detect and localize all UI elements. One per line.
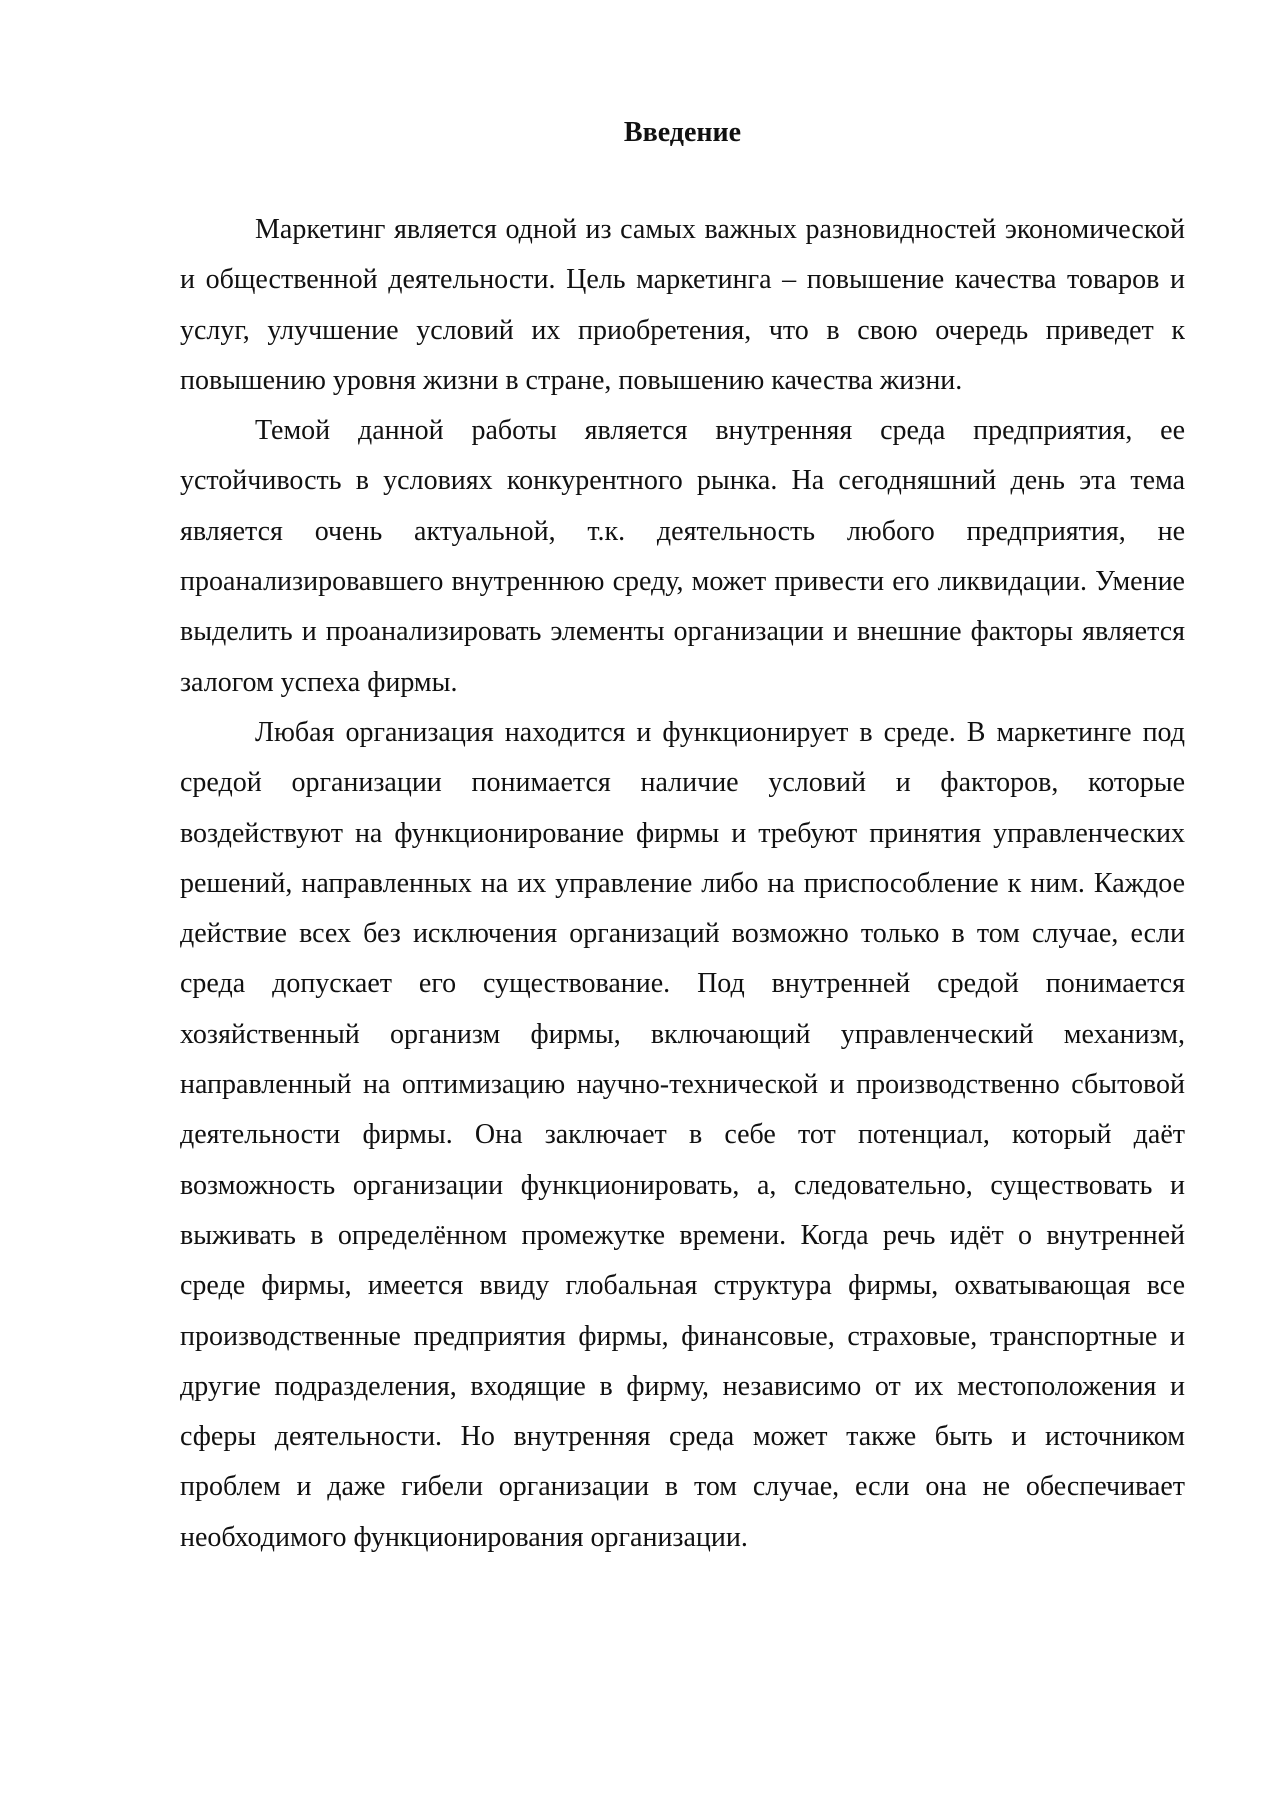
page-title: Введение	[623, 117, 742, 148]
document-body	[180, 205, 1185, 1563]
paragraph-2: Темой данной работы является внутренняя среда предприятия, ее устойчивость в условиях конкурентного рынка. На сегодняшний день эта тема является очень актуальной, т.к. деятельность любого предприятия, не проанализировавшего внутреннюю среду, может привести его ликвидации. Умение выделить и проанализировать элементы организации и внешние факторы является залогом успеха фирмы.	[180, 415, 1185, 698]
paragraph-3: Любая организация находится и функционирует в среде. В маркетинге под средой организации понимается наличие условий и факторов, которые воздействуют на функционирование фирмы и требуют принятия управленческих решений, направленных на их управление либо на приспособление к ним. Каждое действие всех без исключения организаций возможно только в том случае, если среда допускает его существование. Под внутренней средой понимается хозяйственный организм фирмы, включающий управленческий механизм, направленный на оптимизацию научно-технической и производственно сбытовой деятельности фирмы. Она заключает в себе тот потенциал, который даёт возможность организации функционировать, а, следовательно, существовать и выживать в определённом промежутке времени. Когда речь идёт о внутренней среде фирмы, имеется ввиду глобальная структура фирмы, охватывающая все производственные предприятия фирмы, финансовые, страховые, транспортные и другие подразделения, входящие в фирму, независимо от их местоположения и сферы деятельности. Но внутренняя среда может также быть и источником проблем и даже гибели организации в том случае, если она не обеспечивает необходимого функционирования организации.	[180, 716, 1185, 1553]
paragraph-1: Маркетинг является одной из самых важных разновидностей экономической и общественной деятельности. Цель маркетинга – повышение качества товаров и услуг, улучшение условий их приобретения, что в свою очередь приведет к повышению уровня жизни в стране, повышению качества жизни.	[180, 214, 1185, 396]
